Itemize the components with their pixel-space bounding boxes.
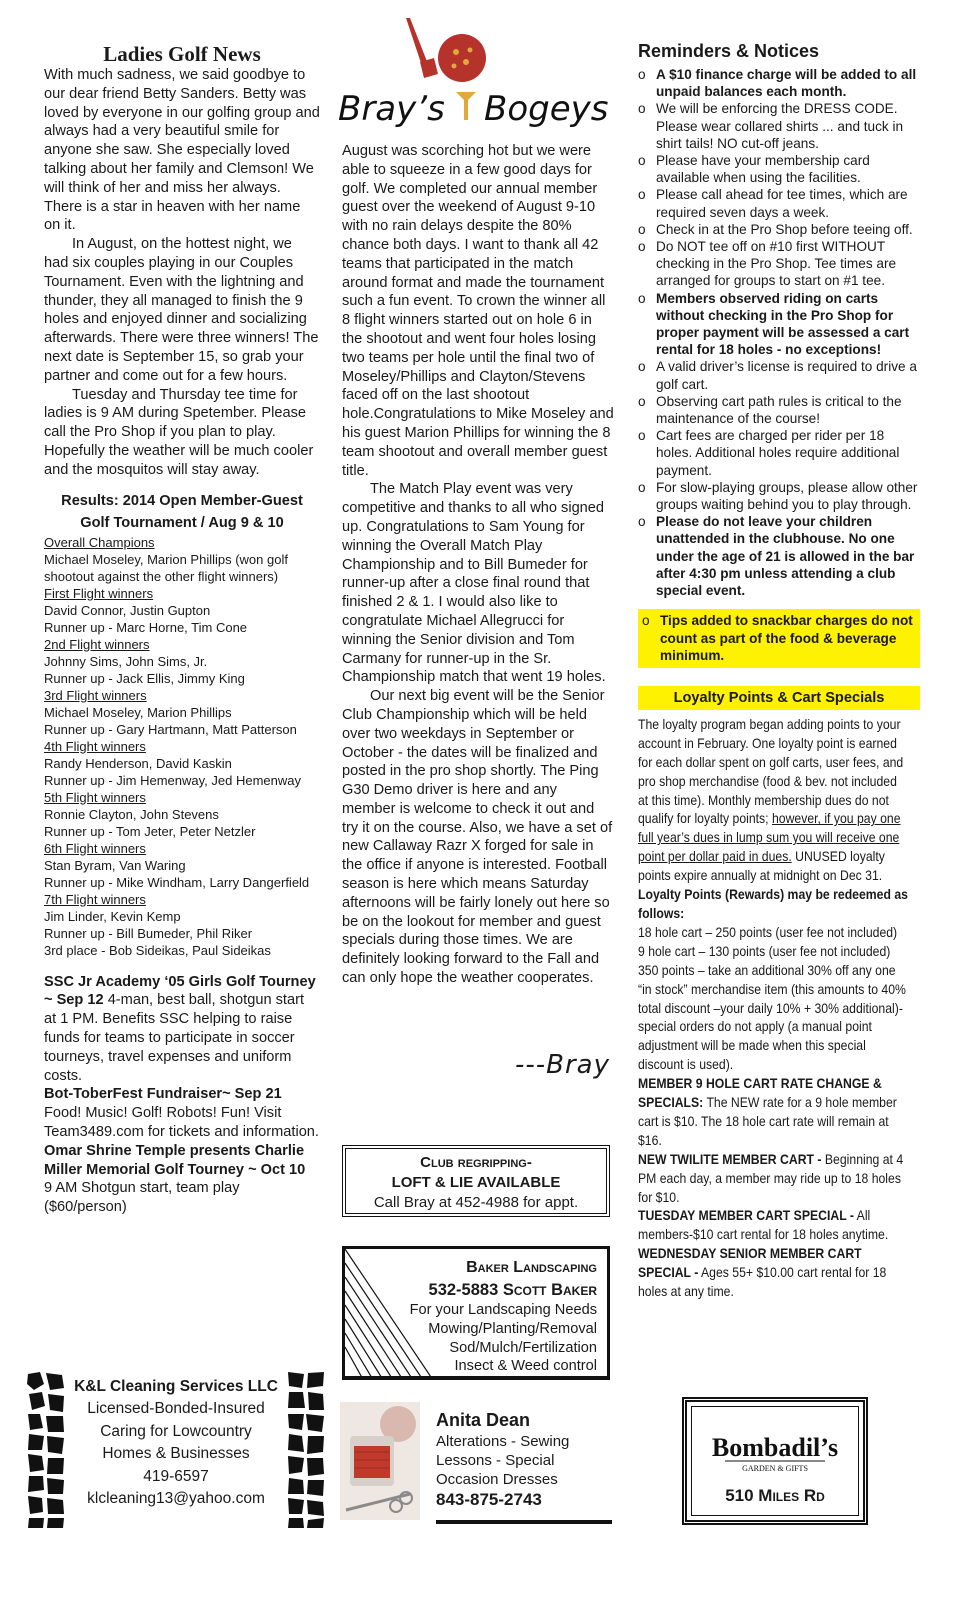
bombadils-name: Bombadil’s [711,1433,839,1462]
bullet-icon: o [638,428,646,444]
bombadils-subtitle: GARDEN & GIFTS [742,1464,808,1473]
bullet-icon: o [638,359,646,375]
event-bottoberfest [44,1085,320,1141]
notice-item [638,221,920,238]
notice-item [638,152,920,186]
special-twilite-head: NEW TWILITE MEMBER CART - [638,1151,822,1167]
notice-item [638,479,920,513]
loyalty-body [638,716,908,1302]
brays-bogeys-article [342,142,614,988]
loyalty-redeem-350: 350 points – take an additional 30% off any one “in stock” merchandise item (this amounts to 40% total discount –your daily 10% + 30% additional)-special orders do not apply (a manual point adjustment will be made when this special discount is used). [638,962,906,1073]
notice-item [638,427,920,479]
special-twilite-text: Beginning at 4 PM each day, a member may ride up to 18 holes for $10. [638,1151,904,1205]
loyalty-special-9hole [638,1075,908,1151]
anita-line-1: Alterations - Sewing [436,1433,570,1450]
result-entry: Jim Linder, Kevin Kemp [44,908,181,924]
tips-notice-box [638,609,920,668]
loyalty-special-twilite [638,1151,908,1208]
baker-line-1: For your Landscaping Needs [409,1302,597,1318]
bombadils-logo [695,1430,855,1474]
reminders-title: Reminders & Notices [638,41,820,61]
result-heading: Overall Champions [44,534,155,550]
loyalty-special-wednesday [638,1245,908,1302]
event-ssc-body: 4-man, best ball, shotgun start at 1 PM. Benefits SSC helping to raise funds for teams to participate in soccer tourneys, travel expenses and uniform costs. [44,992,305,1084]
results-list [44,534,320,959]
notice-item [638,290,920,359]
anita-underline [436,1520,612,1524]
special-tuesday-text: All members-$10 cart rental for 18 holes anytime. [638,1208,889,1243]
result-entry: Randy Henderson, David Kaskin [44,755,232,771]
kl-cleaning-ad [26,1370,326,1530]
results-title-line-1: Results: 2014 Open Member-Guest [61,492,303,509]
results-title-line-2: Golf Tournament / Aug 9 & 10 [80,514,284,531]
bombadils-ad [682,1397,868,1525]
notice-text: Please have your membership card available when using the facilities. [656,153,870,186]
ladies-golf-column [44,0,320,1217]
event-ssc-title: SSC Jr Academy ‘05 Girls Golf Tourney ~ Sep 12 [44,973,316,1009]
event-omar-body: 9 AM Shotgun start, team play ($60/person) [44,1180,240,1216]
loyalty-title: Loyalty Points & Cart Specials [638,686,920,710]
regrip-contact: Call Bray at 452-4988 for appt. [373,1194,579,1211]
notice-item [638,393,920,427]
bullet-icon: o [638,67,646,82]
special-9hole-text: The NEW rate for a 9 hole member cart is $10. The 18 hole cart rate will remain at $16. [638,1095,897,1148]
ladies-paragraph-3: Tuesday and Thursday tee time for ladies is 9 AM during Spetember. Please call the Pro Shop if you plan to play. Hopefully the weather will be much cooler and the mosquitos will stay away. [44,386,314,478]
bullet-icon: o [638,290,646,306]
loyalty-paragraph-1 [638,716,908,886]
bullet-icon: o [638,221,646,237]
bullet-icon: o [638,514,646,530]
result-heading: 4th Flight winners [44,738,146,754]
ladies-golf-title: Ladies Golf News [103,42,261,66]
bombadils-address: 510 Miles Rd [725,1486,825,1505]
notice-item [638,358,920,392]
kl-text-block [70,1376,282,1511]
result-heading: First Flight winners [44,585,154,601]
regripping-ad [342,1145,610,1217]
special-wednesday-head: WEDNESDAY SENIOR MEMBER CART SPECIAL - [638,1246,862,1281]
ladies-paragraph-2: In August, on the hottest night, we had six couples playing in our Couples Tournament. Even with the lightning and thunder, they all managed to finish the 9 holes and enjoyed dinner and socializing afterwards. There were three winners! The next date is September 15, so grab your partner and come out for a few hours. [44,236,319,384]
brays-paragraph-1: August was scorching hot but we were able to squeeze in a few good days for golf. We completed our annual member guest over the weekend of August 9-10 with no rain delays despite the 80% chance both days. I want to thank all 42 teams that participated in the match around format and made the tournament such a fun event. To crown the winner all 8 flight winners started out on hole 6 in the shootout and went four holes losing two teams per hole until the final two of Moseley/Phillips and Clayton/Stevens faced off on the last shootout hole.Congratulations to Mike Moseley and his guest Marion Phillips for winning the 8 team shootout and overall member guest title. [342,143,614,479]
anita-name: Anita Dean [436,1410,531,1430]
kl-email: klcleaning13@yahoo.com [87,1490,265,1507]
sewing-thread-image [340,1402,420,1520]
kl-company-name: K&L Cleaning Services LLC [74,1378,278,1395]
notice-text: Do NOT tee off on #10 first WITHOUT checking in the Pro Shop. Tee times are arranged for groups to start on #1 tee. [656,239,897,289]
bullet-icon: o [642,613,650,629]
result-heading: 2nd Flight winners [44,636,150,652]
logo-word-brays: Bray’s [338,89,445,129]
kl-phone: 419-6597 [143,1467,209,1485]
notice-text: Please do not leave your children unattended in the clubhouse. No one under the age of 21 is allowed in the bar after 4:30 pm unless attending a club special event. [656,514,915,599]
result-entry: Ronnie Clayton, John Stevens [44,806,219,822]
result-entry: Michael Moseley, Marion Phillips (won golf shootout against the other flight winners) [44,551,288,584]
logo-word-bogeys: Bogeys [484,89,609,129]
notice-text: Observing cart path rules is critical to the maintenance of the course! [656,393,902,427]
result-entry: Runner up - Jim Hemenway, Jed Hemenway [44,772,301,788]
notice-text: Please call ahead for tee times, which are required seven days a week. [656,187,908,220]
bullet-icon: o [638,393,646,409]
anita-phone: 843-875-2743 [436,1490,542,1509]
result-entry: 3rd place - Bob Sideikas, Paul Sideikas [44,942,271,958]
result-heading: 3rd Flight winners [44,687,147,703]
special-9hole-head: MEMBER 9 HOLE CART RATE CHANGE & SPECIALS: [638,1076,882,1111]
reminders-column [638,0,920,1302]
anita-line-2: Lessons - Special [436,1452,555,1469]
result-entry: Runner up - Marc Horne, Tim Cone [44,619,248,635]
result-entry: Stan Byram, Van Waring [44,857,186,873]
brays-paragraph-3: Our next big event will be the Senior Club Championship which will be held over two weekdays in September or October - the dates will be finalized and posted in the pro shop shortly. The Ping G30 Demo driver is here and any member is welcome to check it out and try it on the course. Also, we have a set of new Callaway Razr X forged for sale in the office if anyone is interested. Football season is here which means Saturday afternoons will be fairly lonely out here so be on the lookout for member and guest specials during those times. We are definitely looking forward to the Fall and can only hope the weather cooperates. [342,688,613,987]
kl-line-2: Caring for Lowcountry [100,1422,252,1440]
result-heading: 5th Flight winners [44,789,146,805]
notice-item [638,238,920,290]
notice-item [638,186,920,220]
event-bottoberfest-body: Food! Music! Golf! Robots! Fun! Visit Team3489.com for tickets and information. [44,1105,319,1140]
ladies-paragraph-1: With much sadness, we said goodbye to our dear friend Betty Sanders. Betty was loved by everyone in our golfing group and always had a very beautiful smile for anyone she saw. She especially loved talking about her family and Clemson! We will think of her and miss her always. There is a star in heaven with her name on it. [44,67,320,234]
event-ssc [44,973,320,1086]
brays-bogeys-logo [336,12,616,138]
notice-item [638,100,920,152]
result-entry: Johnny Sims, John Sims, Jr. [44,653,208,669]
anita-line-3: Occasion Dresses [436,1471,558,1488]
events-list [44,973,320,1217]
baker-line-3: Sod/Mulch/Fertilization [449,1339,597,1356]
special-tuesday-head: TUESDAY MEMBER CART SPECIAL - [638,1208,854,1224]
bray-signature: ---Bray [515,1050,610,1080]
result-entry: David Connor, Justin Gupton [44,602,211,618]
notice-item [638,66,920,100]
event-omar-title: Omar Shrine Temple presents Charlie Miller Memorial Golf Tourney ~ Oct 10 [44,1142,306,1178]
result-entry: Runner up - Tom Jeter, Peter Netzler [44,823,256,839]
baker-landscaping-ad [342,1246,610,1380]
anita-text-block [436,1408,569,1511]
result-entry: Runner up - Mike Windham, Larry Dangerfield [44,874,310,890]
result-entry: Runner up - Gary Hartmann, Matt Patterson [44,721,297,737]
notice-text: Cart fees are charged per rider per 18 holes. Additional holes require additional payment. [656,428,900,478]
notice-item [638,513,920,599]
notice-text: For slow-playing groups, please allow other groups waiting behind you to play through. [656,479,918,513]
results-title [44,490,320,534]
baker-line-2: Mowing/Planting/Removal [428,1320,597,1337]
loyalty-text-expire: UNUSED loyalty points expire annually at midnight on Dec 31. [638,849,885,884]
giraffe-pattern-icon [286,1370,326,1530]
loyalty-special-tuesday [638,1207,908,1245]
result-entry: Runner up - Jack Ellis, Jimmy King [44,670,245,686]
regrip-subtitle: LOFT & LIE AVAILABLE [391,1174,561,1191]
result-heading: 6th Flight winners [44,840,146,856]
notice-text: Members observed riding on carts without checking in the Pro Shop for proper payment will be assessed a cart rental for 18 holes - no exceptions! [656,290,910,358]
event-bottoberfest-title: Bot-ToberFest Fundraiser~ Sep 21 [44,1086,282,1103]
tips-notice [642,612,916,664]
loyalty-redeem-heading: Loyalty Points (Rewards) may be redeemed as follows: [638,887,908,921]
loyalty-redeem-18: 18 hole cart – 250 points (user fee not included) [638,924,898,940]
bullet-icon: o [638,187,646,203]
baker-line-4: Insect & Weed control [454,1358,597,1375]
anita-dean-ad [340,1400,612,1524]
baker-text-block [410,1257,597,1376]
bullet-icon: o [638,479,646,495]
result-entry: Michael Moseley, Marion Phillips [44,704,232,720]
baker-phone: 532-5883 Scott Baker [428,1281,597,1299]
result-entry: Runner up - Bill Bumeder, Phil Riker [44,925,253,941]
result-heading: 7th Flight winners [44,891,146,907]
regrip-title: Club regripping- [420,1154,532,1171]
giraffe-pattern-icon [26,1370,66,1530]
notice-text: We will be enforcing the DRESS CODE. Please wear collared shirts ... and tuck in shirt tails! NO cut-off jeans. [656,101,904,151]
kl-line-3: Homes & Businesses [102,1445,250,1462]
special-wednesday-text: Ages 55+ $10.00 cart rental for 18 holes at any time. [638,1265,887,1300]
brays-paragraph-2: The Match Play event was very competitive and thanks to all who signed up. Congratulations to Sam Young for winning the Overall Match Play Championship and to Bill Bumeder for runner-up after a close final round that finished 2 & 1. I would also like to congratulate Michael Allegrucci for winning the Senior division and Tom Carmany for runner-up in the Sr. Championship match that went 19 holes. [342,481,606,686]
bullet-icon: o [638,153,646,169]
loyalty-redeem-9: 9 hole cart – 130 points (user fee not included) [638,943,891,959]
notices-list [638,66,920,599]
loyalty-text-underlined: however, if you pay one full year’s dues in lump sum you will receive one point per dollar paid in dues. [638,811,901,865]
bullet-icon: o [638,101,646,117]
bullet-icon: o [638,239,646,255]
loyalty-text-1: The loyalty program began adding points to your account in February. One loyalty point is earned for each dollar spent on golf carts, user fees, and pro shop merchandise (food & bev. not included at this time). Monthly membership dues do not qualify for loyalty points; [638,716,904,827]
notice-text: Check in at the Pro Shop before teeing off. [656,221,913,237]
kl-line-1: Licensed-Bonded-Insured [87,1400,265,1417]
tips-notice-text: Tips added to snackbar charges do not count as part of the food & beverage minimum. [660,613,913,663]
notice-text: A $10 finance charge will be added to all unpaid balances each month. [656,67,917,100]
baker-title: Baker Landscaping [466,1259,597,1276]
event-omar-shrine [44,1142,320,1217]
notice-text: A valid driver’s license is required to drive a golf cart. [656,359,917,392]
